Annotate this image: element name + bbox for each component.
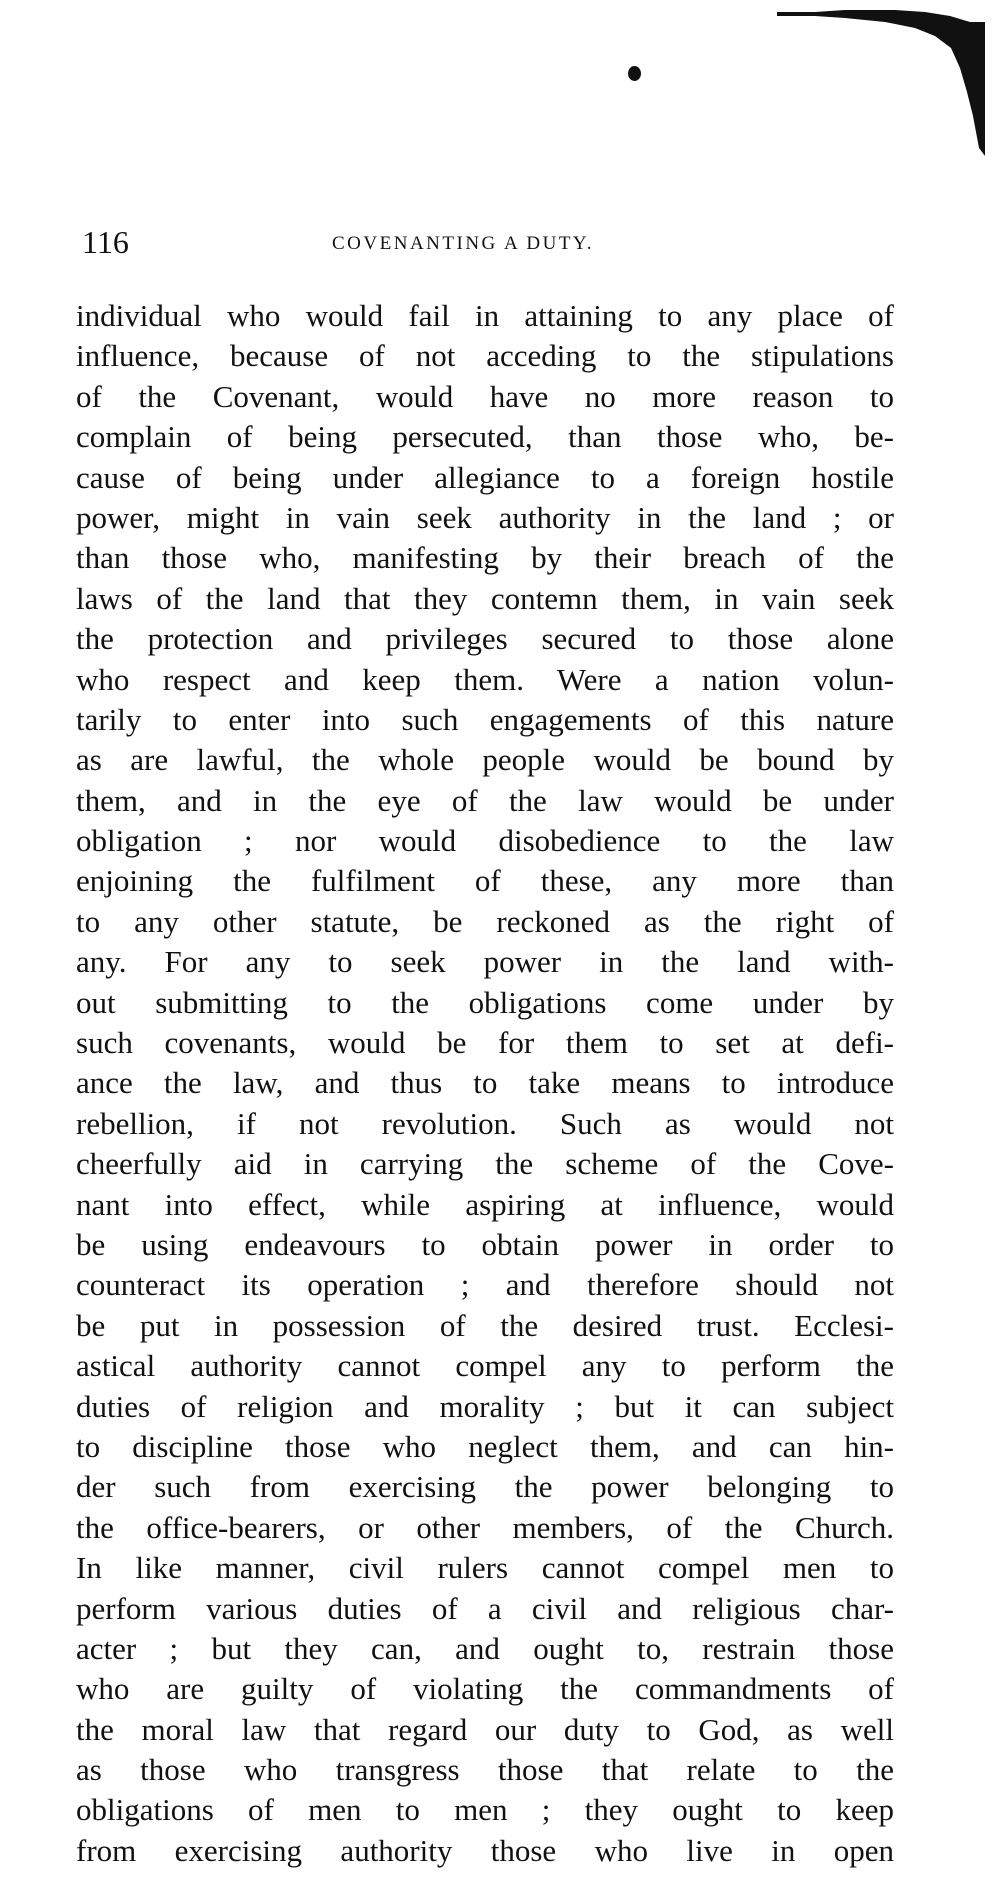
page-number: 116 xyxy=(82,224,129,260)
body-text xyxy=(76,296,894,1871)
text-line: who are guilty of violating the commandments of xyxy=(76,1671,894,1707)
text-line: the protection and privileges secured to those alone xyxy=(76,621,894,657)
running-title: COVENANTING A DUTY. xyxy=(332,233,594,254)
text-line: counteract its operation ; and therefore should not xyxy=(76,1267,894,1303)
text-line: than those who, manifesting by their breach of the xyxy=(76,540,894,576)
text-line: to any other statute, be reckoned as the right of xyxy=(76,903,894,939)
scan-corner-shadow xyxy=(775,6,985,156)
running-head xyxy=(82,222,912,262)
text-line: nant into effect, while aspiring at influence, would xyxy=(76,1186,894,1222)
text-line: acter ; but they can, and ought to, restrain those xyxy=(76,1630,894,1666)
ink-speck xyxy=(628,66,641,81)
text-line: ance the law, and thus to take means to introduce xyxy=(76,1065,894,1101)
text-line: the moral law that regard our duty to God, as well xyxy=(76,1711,894,1747)
text-line: enjoining the fulfilment of these, any more than xyxy=(76,863,894,899)
text-line: In like manner, civil rulers cannot compel men to xyxy=(76,1550,894,1586)
text-line: obligations of men to men ; they ought to keep xyxy=(76,1792,894,1828)
text-line: individual who would fail in attaining to any place of xyxy=(76,298,894,333)
text-line: influence, because of not acceding to the stipulations xyxy=(76,338,894,374)
text-line: rebellion, if not revolution. Such as would not xyxy=(76,1105,894,1141)
text-line: the office-bearers, or other members, of the Church. xyxy=(76,1509,894,1545)
text-line: duties of religion and morality ; but it can subject xyxy=(76,1388,894,1424)
text-line: to discipline those who neglect them, and can hin- xyxy=(76,1428,894,1464)
text-line: power, might in vain seek authority in the land ; or xyxy=(76,499,894,535)
text-line: perform various duties of a civil and religious char- xyxy=(76,1590,894,1626)
text-line: cheerfully aid in carrying the scheme of the Cove- xyxy=(76,1146,894,1182)
text-line: as are lawful, the whole people would be bound by xyxy=(76,742,894,778)
text-line: such covenants, would be for them to set at defi- xyxy=(76,1025,894,1061)
text-line: tarily to enter into such engagements of this nature xyxy=(76,701,894,737)
text-line: cause of being under allegiance to a foreign hostile xyxy=(76,459,894,495)
text-line: laws of the land that they contemn them, in vain seek xyxy=(76,580,894,616)
text-line: out submitting to the obligations come under by xyxy=(76,984,894,1020)
text-line: as those who transgress those that relate to the xyxy=(76,1752,894,1788)
text-line: of the Covenant, would have no more reason to xyxy=(76,378,894,414)
text-line: complain of being persecuted, than those who, be- xyxy=(76,419,894,455)
text-line: be put in possession of the desired trust. Ecclesi- xyxy=(76,1307,894,1343)
text-line: be using endeavours to obtain power in order to xyxy=(76,1226,894,1262)
text-line: any. For any to seek power in the land with- xyxy=(76,944,894,980)
text-line: them, and in the eye of the law would be under xyxy=(76,782,894,818)
text-line: from exercising authority those who live in open xyxy=(76,1832,894,1868)
text-line: who respect and keep them. Were a nation volun- xyxy=(76,661,894,697)
text-line: obligation ; nor would disobedience to the law xyxy=(76,823,894,859)
text-line: der such from exercising the power belonging to xyxy=(76,1469,894,1505)
text-line: astical authority cannot compel any to perform the xyxy=(76,1348,894,1384)
